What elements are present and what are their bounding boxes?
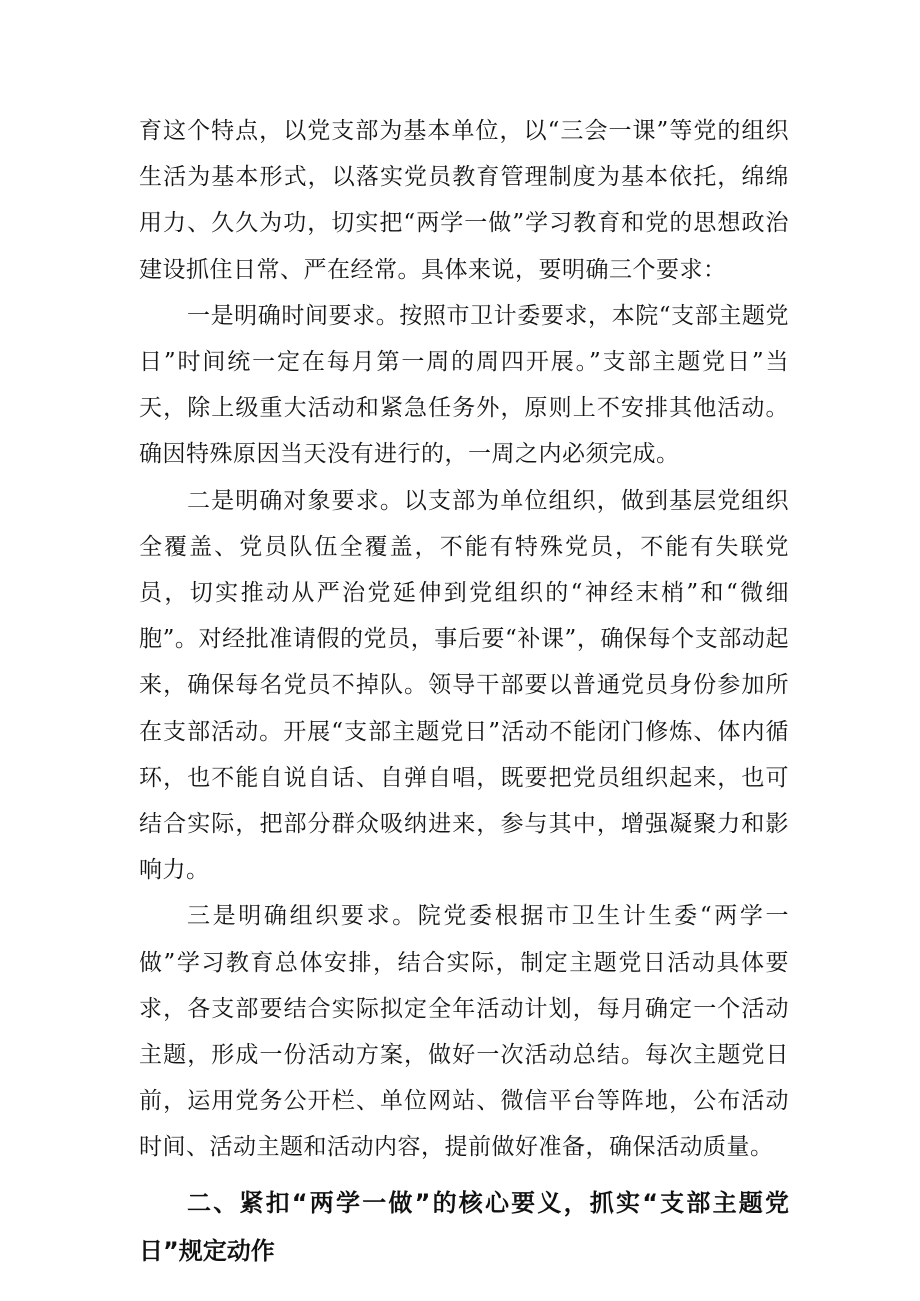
document-body <box>139 108 789 1275</box>
paragraph-time-requirement: 一是明确时间要求。按照市卫计委要求，本院“支部主题党日”时间统一定在每月第一周的周四开展。”支部主题党日”当天，除上级重大活动和紧急任务外，原则上不安排其他活动。确因特殊原因当天没有进行的，一周之内必须完成。 <box>139 302 789 468</box>
paragraph-organization-requirement: 三是明确组织要求。院党委根据市卫生计生委“两学一做”学习教育总体安排，结合实际，制定主题党日活动具体要求，各支部要结合实际拟定全年活动计划，每月确定一个活动主题，形成一份活动方案，做好一次活动总结。每次主题党日前，运用党务公开栏、单位网站、微信平台等阵地，公布活动时间、活动主题和活动内容，提前做好准备，确保活动质量。 <box>139 903 789 1161</box>
section-heading: 二、紧扣“两学一做”的核心要义，抓实“支部主题党日”规定动作 <box>139 1188 789 1265</box>
paragraph-continuation: 育这个特点，以党支部为基本单位，以“三会一课”等党的组织生活为基本形式，以落实党员教育管理制度为基本依托，绵绵用力、久久为功，切实把“两学一做”学习教育和党的思想政治建设抓住日常、严在经常。具体来说，要明确三个要求： <box>139 118 789 283</box>
paragraph-target-requirement: 二是明确对象要求。以支部为单位组织，做到基层党组织全覆盖、党员队伍全覆盖，不能有特殊党员，不能有失联党员，切实推动从严治党延伸到党组织的“神经末梢”和“微细胞”。对经批准请假的党员，事后要“补课”，确保每个支部动起来，确保每名党员不掉队。领导干部要以普通党员身份参加所在支部活动。开展“支部主题党日”活动不能闭门修炼、体内循环，也不能自说自话、自弹自唱，既要把党员组织起来，也可结合实际，把部分群众吸纳进来，参与其中，增强凝聚力和影响力。 <box>139 487 789 884</box>
